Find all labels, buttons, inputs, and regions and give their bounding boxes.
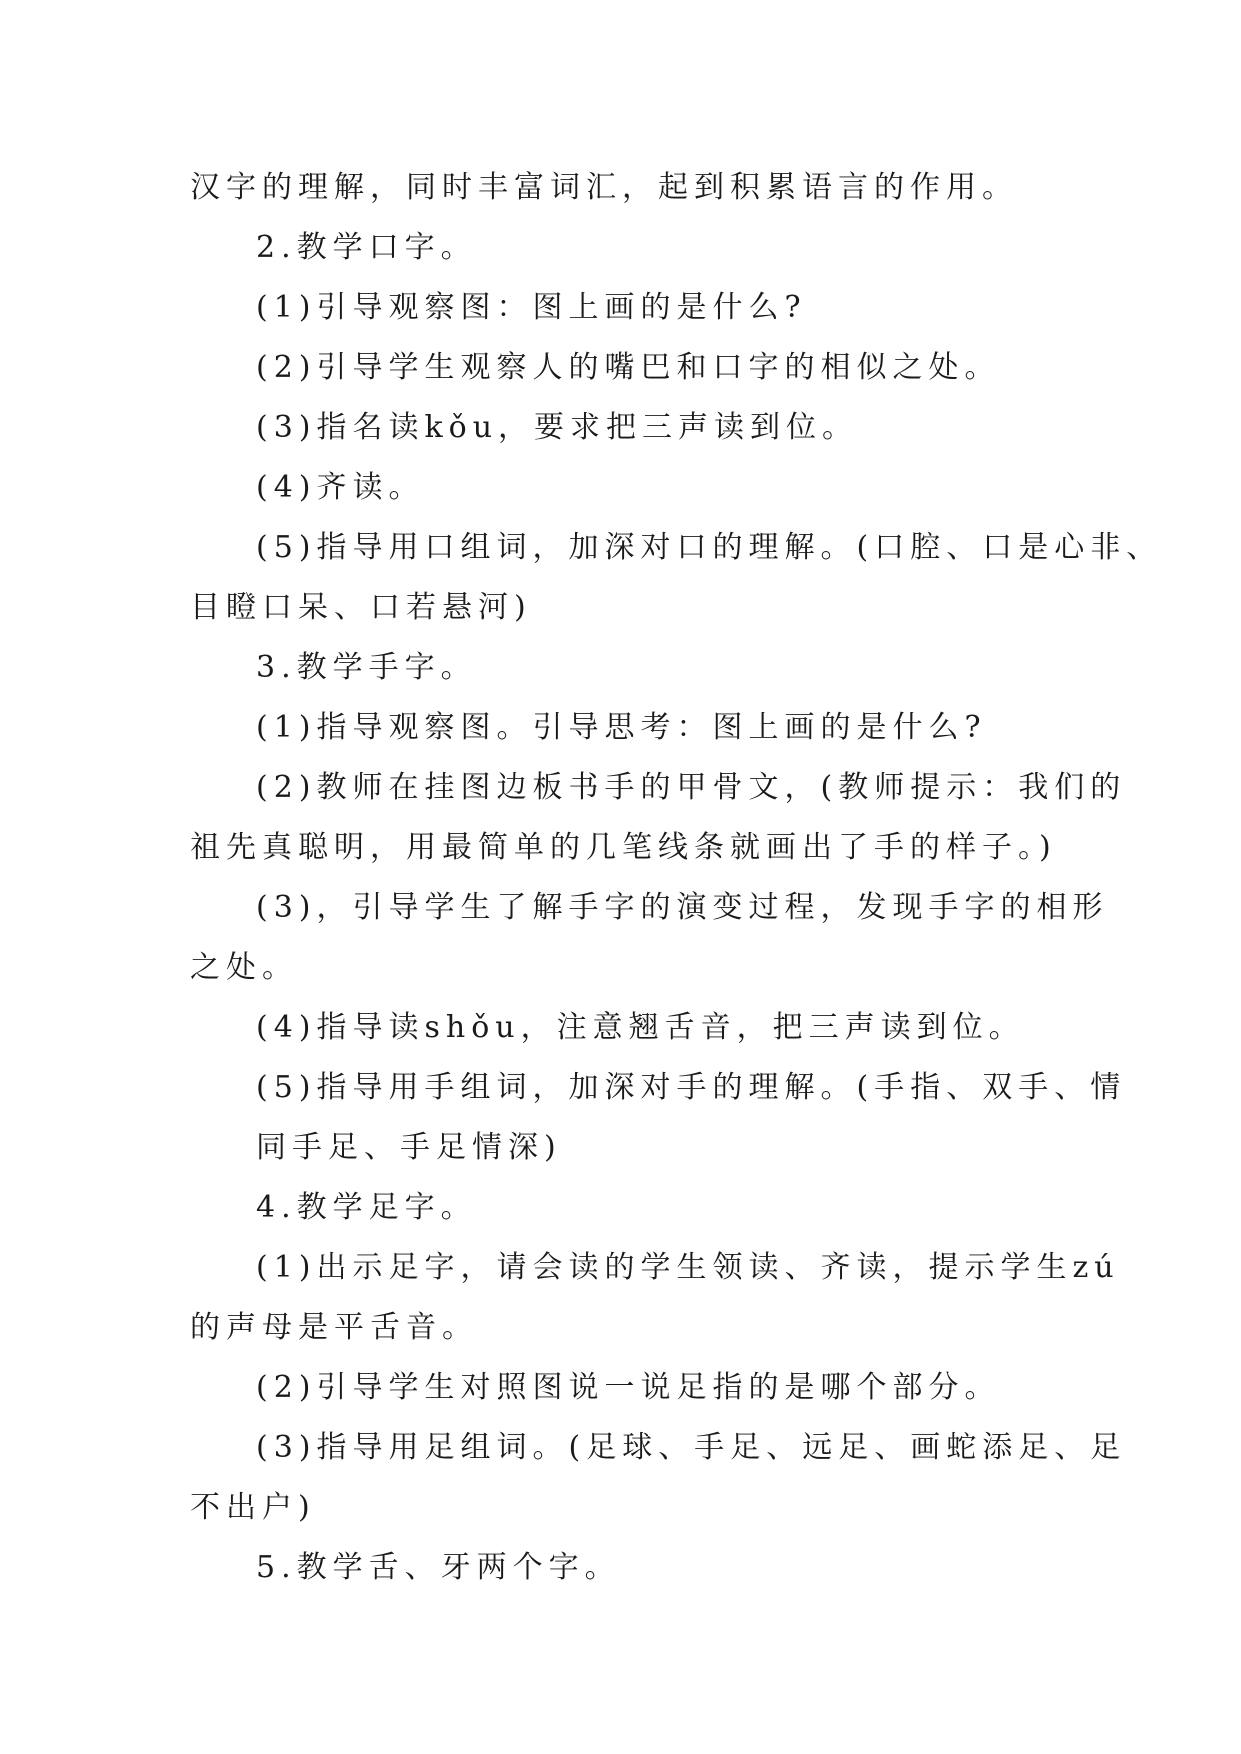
text-line: 同手足、手足情深)	[256, 1130, 562, 1165]
text-line: (2)引导学生观察人的嘴巴和口字的相似之处。	[256, 350, 1001, 385]
text-line: (1)出示足字，请会读的学生领读、齐读，提示学生zú	[256, 1250, 1120, 1285]
section-heading: 5.教学舌、牙两个字。	[256, 1550, 621, 1585]
text-line: (5)指导用手组词，加深对手的理解。(手指、双手、情	[256, 1070, 1127, 1105]
text-line: (4)齐读。	[256, 470, 425, 505]
section-heading: 3.教学手字。	[256, 650, 477, 685]
text-line: (3)，引导学生了解手字的演变过程，发现手字的相形	[256, 890, 1109, 925]
text-line: 之处。	[190, 950, 298, 985]
text-line: (1)指导观察图。引导思考：图上画的是什么?	[256, 710, 987, 745]
text-line: (5)指导用口组词，加深对口的理解。(口腔、口是心非、	[256, 530, 1163, 565]
text-line: (2)教师在挂图边板书手的甲骨文，(教师提示：我们的	[256, 770, 1127, 805]
text-line: 目瞪口呆、口若悬河)	[190, 590, 532, 625]
document-body	[190, 158, 1163, 1598]
text-line: 汉字的理解，同时丰富词汇，起到积累语言的作用。	[190, 170, 1018, 205]
text-line: 的声母是平舌音。	[190, 1310, 478, 1345]
text-line: (4)指导读shǒu，注意翘舌音，把三声读到位。	[256, 1010, 1025, 1045]
text-line: (3)指导用足组词。(足球、手足、远足、画蛇添足、足	[256, 1430, 1127, 1465]
section-heading: 4.教学足字。	[256, 1190, 477, 1225]
text-line: 祖先真聪明，用最简单的几笔线条就画出了手的样子。)	[190, 830, 1057, 865]
text-line: 不出户)	[190, 1490, 316, 1525]
text-line: (1)引导观察图：图上画的是什么?	[256, 290, 807, 325]
text-line: (2)引导学生对照图说一说足指的是哪个部分。	[256, 1370, 1001, 1405]
text-line: (3)指名读kǒu，要求把三声读到位。	[256, 410, 859, 445]
section-heading: 2.教学口字。	[256, 230, 477, 265]
